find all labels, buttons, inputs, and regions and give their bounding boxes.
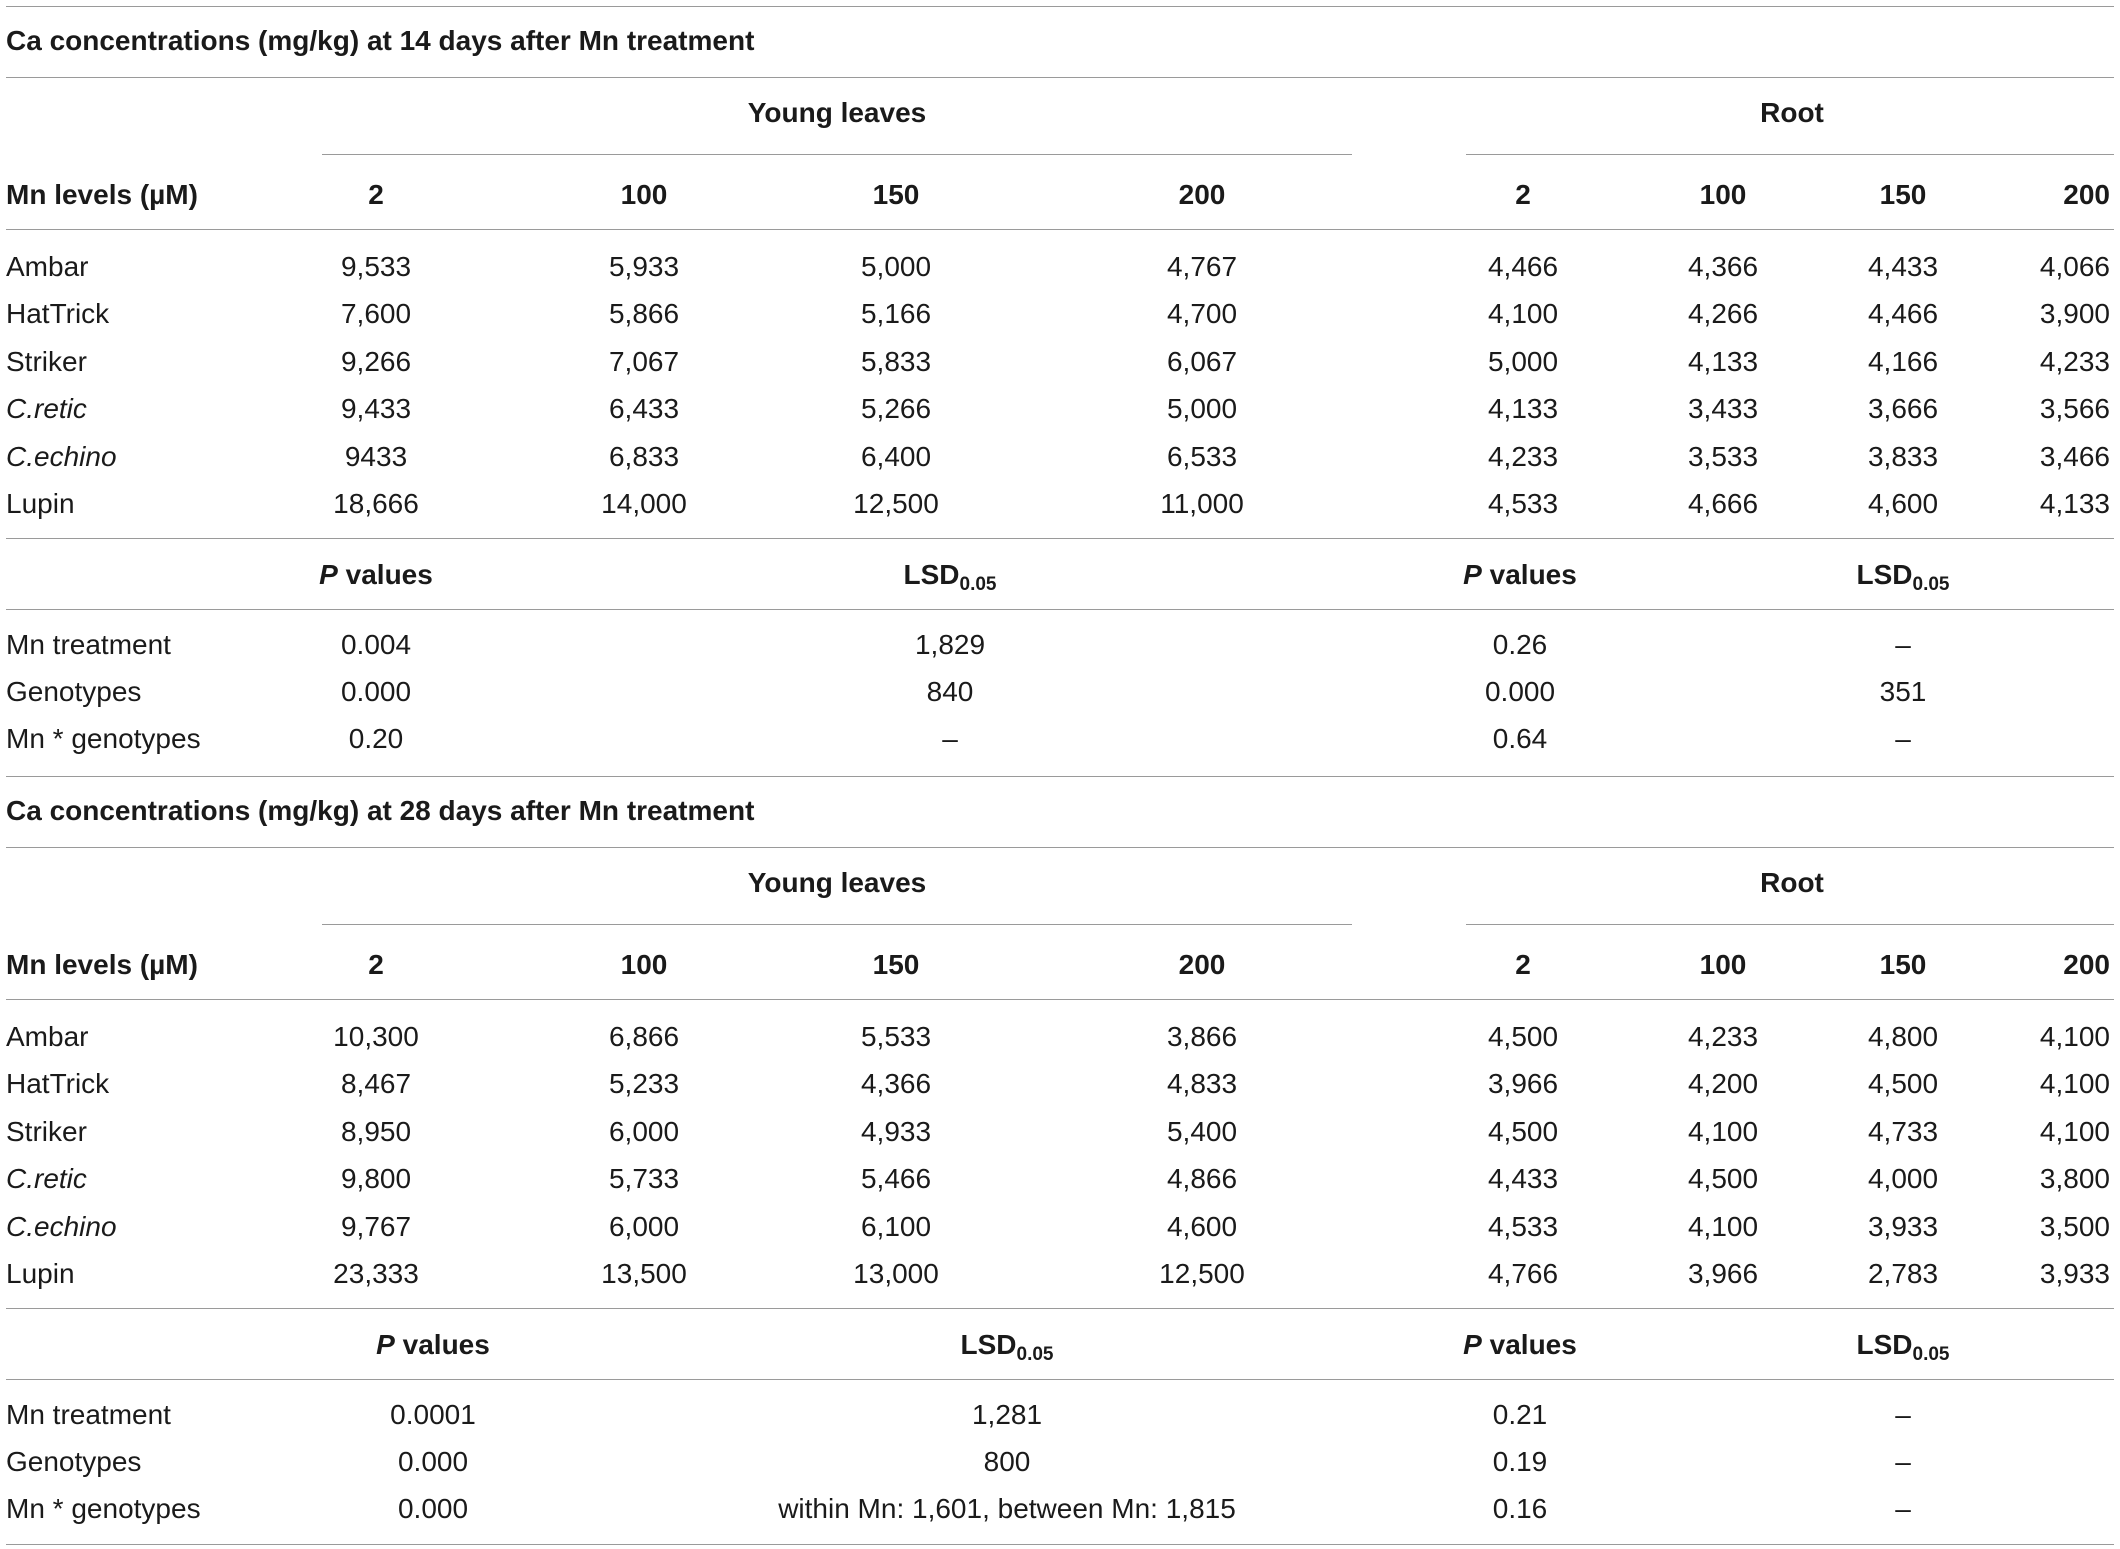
genotype-name: Ambar <box>6 251 89 282</box>
table-cell: 5,233 <box>608 1068 680 1099</box>
table-cell: 4,100 <box>2039 1068 2110 1099</box>
lsd-subscript: 0.05 <box>1912 574 1950 595</box>
table-cell: 4,866 <box>1166 1163 1238 1194</box>
table-cell: 9,533 <box>340 251 412 282</box>
level-header: 200 <box>2063 179 2110 210</box>
table-cell: 3,533 <box>1687 441 1759 472</box>
level-header: 200 <box>2063 949 2110 980</box>
table-cell: 4,500 <box>1487 1021 1559 1052</box>
table-cell: 8,950 <box>340 1116 412 1147</box>
stat-young-leaves-lsd: 840 <box>926 676 974 707</box>
level-header: 100 <box>1699 949 1747 980</box>
stat-root-p: 0.64 <box>1492 723 1548 754</box>
p-letter: P <box>319 559 338 590</box>
stat-young-leaves-p: 0.20 <box>348 723 404 754</box>
table-cell: 4,233 <box>2039 346 2110 377</box>
level-header: 200 <box>1178 949 1226 980</box>
p-values-text: values <box>1481 559 1577 590</box>
stat-young-leaves-lsd: within Mn: 1,601, between Mn: 1,815 <box>778 1493 1236 1524</box>
stat-name: Mn treatment <box>6 629 171 660</box>
genotype-name: Ambar <box>6 1021 89 1052</box>
p-values-header-root <box>1463 1328 1577 1362</box>
table-cell: 3,833 <box>1867 441 1939 472</box>
genotype-name: C.echino <box>6 1211 117 1242</box>
table-cell: 3,500 <box>2039 1211 2110 1242</box>
table-cell: 3,566 <box>2039 393 2110 424</box>
rule-title <box>6 847 2114 848</box>
table-cell: 4,166 <box>1867 346 1939 377</box>
table-cell: 5,933 <box>608 251 680 282</box>
table-cell: 3,466 <box>2039 441 2110 472</box>
table-cell: 4,433 <box>1487 1163 1559 1194</box>
table-cell: 4,066 <box>2039 251 2110 282</box>
table-cell: 13,500 <box>601 1258 687 1289</box>
table-cell: 3,933 <box>2039 1258 2110 1289</box>
lsd-subscript: 0.05 <box>959 574 997 595</box>
table-cell: 6,067 <box>1166 346 1238 377</box>
table-cell: 5,000 <box>1487 346 1559 377</box>
stat-root-p: 0.26 <box>1492 629 1548 660</box>
table-cell: 4,933 <box>860 1116 932 1147</box>
lsd-text: LSD <box>1856 559 1913 590</box>
stat-name: Mn * genotypes <box>6 1493 201 1524</box>
table-cell: 4,600 <box>1867 488 1939 519</box>
table-cell: 6,866 <box>608 1021 680 1052</box>
stat-young-leaves-lsd: 1,281 <box>971 1399 1043 1430</box>
stat-young-leaves-p: 0.0001 <box>390 1399 476 1430</box>
genotype-name: C.echino <box>6 441 117 472</box>
table-cell: 4,266 <box>1687 298 1759 329</box>
table-cell: 5,466 <box>860 1163 932 1194</box>
table-cell: 4,366 <box>860 1068 932 1099</box>
table-cell: 4,100 <box>1487 298 1559 329</box>
table-cell: 12,500 <box>1159 1258 1245 1289</box>
lsd-header-root <box>1857 1328 1950 1372</box>
genotype-name: Lupin <box>6 1258 75 1289</box>
table-cell: 3,900 <box>2039 298 2110 329</box>
table-cell: 6,000 <box>608 1116 680 1147</box>
lsd-header-root <box>1857 558 1950 602</box>
level-header: 150 <box>872 179 920 210</box>
table-cell: 23,333 <box>333 1258 419 1289</box>
group-header-young-leaves: Young leaves <box>747 97 927 128</box>
table-cell: 6,400 <box>860 441 932 472</box>
table-cell: 4,200 <box>1687 1068 1759 1099</box>
table-cell: 5,166 <box>860 298 932 329</box>
level-header: 150 <box>1879 949 1927 980</box>
table-cell: 9,266 <box>340 346 412 377</box>
genotype-name: Striker <box>6 346 87 377</box>
table-cell: 4,800 <box>1867 1021 1939 1052</box>
table-cell: 4,766 <box>1487 1258 1559 1289</box>
rule-top <box>6 6 2114 7</box>
stat-root-lsd: – <box>1895 1399 1911 1430</box>
rule-stat-head <box>6 1379 2114 1380</box>
rule-stat-head <box>6 609 2114 610</box>
table-cell: 4,466 <box>1867 298 1939 329</box>
p-values-text: values <box>394 1329 490 1360</box>
level-header: 150 <box>1879 179 1927 210</box>
genotype-name: Striker <box>6 1116 87 1147</box>
p-letter: P <box>1463 1329 1482 1360</box>
stat-young-leaves-lsd: 800 <box>983 1446 1031 1477</box>
lsd-header-yl <box>904 558 997 602</box>
level-header: 2 <box>368 179 384 210</box>
stat-root-p: 0.16 <box>1492 1493 1548 1524</box>
stat-name: Genotypes <box>6 1446 142 1477</box>
rule-bottom <box>6 1544 2114 1545</box>
mn-levels-label: Mn levels (µM) <box>6 949 198 980</box>
lsd-text: LSD <box>1856 1329 1913 1360</box>
table-cell: 4,133 <box>1487 393 1559 424</box>
table-cell: 4,600 <box>1166 1211 1238 1242</box>
rule-head-bottom <box>6 229 2114 230</box>
table-cell: 5,000 <box>860 251 932 282</box>
table-cell: 13,000 <box>853 1258 939 1289</box>
stat-young-leaves-p: 0.000 <box>340 676 412 707</box>
level-header: 150 <box>872 949 920 980</box>
rule-data-bottom <box>6 538 2114 539</box>
table-cell: 5,533 <box>860 1021 932 1052</box>
table-cell: 4,100 <box>1687 1211 1759 1242</box>
table-cell: 4,233 <box>1487 441 1559 472</box>
group-header-root: Root <box>1760 97 1824 128</box>
p-letter: P <box>1463 559 1482 590</box>
group-header-root: Root <box>1760 867 1824 898</box>
table-cell: 4,666 <box>1687 488 1759 519</box>
table-cell: 3,666 <box>1867 393 1939 424</box>
p-values-header-yl <box>376 1328 490 1362</box>
lsd-subscript: 0.05 <box>1016 1344 1054 1365</box>
p-values-header-root <box>1463 558 1577 592</box>
table-cell: 7,067 <box>608 346 680 377</box>
table-cell: 4,000 <box>1867 1163 1939 1194</box>
level-header: 2 <box>1515 949 1531 980</box>
rule-young-leaves <box>322 154 1352 155</box>
table-cell: 4,533 <box>1487 1211 1559 1242</box>
table-cell: 5,266 <box>860 393 932 424</box>
section-title: Ca concentrations (mg/kg) at 14 days after Mn treatment <box>6 25 755 56</box>
rule-title <box>6 77 2114 78</box>
table-cell: 3,966 <box>1487 1068 1559 1099</box>
table-cell: 6,000 <box>608 1211 680 1242</box>
table-cell: 5,833 <box>860 346 932 377</box>
table-cell: 4,466 <box>1487 251 1559 282</box>
table-cell: 6,433 <box>608 393 680 424</box>
stat-young-leaves-lsd: 1,829 <box>914 629 986 660</box>
table-cell: 5,000 <box>1166 393 1238 424</box>
level-header: 100 <box>620 179 668 210</box>
table-cell: 9433 <box>344 441 408 472</box>
level-header: 2 <box>368 949 384 980</box>
genotype-name: HatTrick <box>6 298 110 329</box>
p-values-text: values <box>1481 1329 1577 1360</box>
stat-root-lsd: – <box>1895 1446 1911 1477</box>
stat-young-leaves-p: 0.000 <box>397 1493 469 1524</box>
lsd-subscript: 0.05 <box>1912 1344 1950 1365</box>
table-cell: 9,800 <box>340 1163 412 1194</box>
level-header: 2 <box>1515 179 1531 210</box>
table-cell: 3,966 <box>1687 1258 1759 1289</box>
rule-top <box>6 776 2114 777</box>
genotype-name: C.retic <box>6 1163 87 1194</box>
table-cell: 4,133 <box>1687 346 1759 377</box>
p-letter: P <box>376 1329 395 1360</box>
lsd-header-yl <box>961 1328 1054 1372</box>
stat-young-leaves-lsd: – <box>942 723 958 754</box>
table-cell: 18,666 <box>333 488 419 519</box>
level-header: 100 <box>620 949 668 980</box>
p-values-text: values <box>337 559 433 590</box>
table-cell: 11,000 <box>1160 488 1244 519</box>
table-cell: 4,433 <box>1867 251 1939 282</box>
table-cell: 3,866 <box>1166 1021 1238 1052</box>
table-cell: 3,433 <box>1687 393 1759 424</box>
table-cell: 10,300 <box>333 1021 419 1052</box>
rule-root <box>1466 924 2114 925</box>
stat-root-lsd: – <box>1895 1493 1911 1524</box>
table-cell: 4,233 <box>1687 1021 1759 1052</box>
table-cell: 4,133 <box>2039 488 2110 519</box>
stat-root-p: 0.19 <box>1492 1446 1548 1477</box>
genotype-name: HatTrick <box>6 1068 110 1099</box>
table-cell: 5,733 <box>608 1163 680 1194</box>
table-cell: 4,100 <box>1687 1116 1759 1147</box>
section-title: Ca concentrations (mg/kg) at 28 days after Mn treatment <box>6 795 755 826</box>
group-header-young-leaves: Young leaves <box>747 867 927 898</box>
stat-root-lsd: – <box>1895 629 1911 660</box>
stat-name: Mn * genotypes <box>6 723 201 754</box>
mn-levels-label: Mn levels (µM) <box>6 179 198 210</box>
table-cell: 4,500 <box>1867 1068 1939 1099</box>
table-cell: 4,100 <box>2039 1021 2110 1052</box>
level-header: 100 <box>1699 179 1747 210</box>
stat-young-leaves-p: 0.000 <box>397 1446 469 1477</box>
stat-root-p: 0.21 <box>1492 1399 1548 1430</box>
table-cell: 12,500 <box>853 488 939 519</box>
stat-name: Genotypes <box>6 676 142 707</box>
p-values-header-yl <box>319 558 433 592</box>
table-cell: 4,733 <box>1867 1116 1939 1147</box>
genotype-name: Lupin <box>6 488 75 519</box>
table-cell: 4,533 <box>1487 488 1559 519</box>
table-cell: 2,783 <box>1867 1258 1939 1289</box>
lsd-text: LSD <box>903 559 960 590</box>
table-cell: 3,933 <box>1867 1211 1939 1242</box>
table-cell: 6,833 <box>608 441 680 472</box>
table-cell: 14,000 <box>601 488 687 519</box>
table-cell: 7,600 <box>340 298 412 329</box>
table-cell: 3,800 <box>2039 1163 2110 1194</box>
table-cell: 4,366 <box>1687 251 1759 282</box>
table-cell: 6,100 <box>860 1211 932 1242</box>
table-cell: 4,700 <box>1166 298 1238 329</box>
table-cell: 5,866 <box>608 298 680 329</box>
stat-young-leaves-p: 0.004 <box>340 629 412 660</box>
table-cell: 4,500 <box>1487 1116 1559 1147</box>
lsd-text: LSD <box>960 1329 1017 1360</box>
table-cell: 4,767 <box>1166 251 1238 282</box>
stat-name: Mn treatment <box>6 1399 171 1430</box>
table-cell: 4,833 <box>1166 1068 1238 1099</box>
table-cell: 4,500 <box>1687 1163 1759 1194</box>
table-cell: 9,433 <box>340 393 412 424</box>
table-cell: 5,400 <box>1166 1116 1238 1147</box>
genotype-name: C.retic <box>6 393 87 424</box>
stat-root-lsd: – <box>1895 723 1911 754</box>
rule-head-bottom <box>6 999 2114 1000</box>
rule-data-bottom <box>6 1308 2114 1309</box>
stat-root-p: 0.000 <box>1484 676 1556 707</box>
rule-young-leaves <box>322 924 1352 925</box>
rule-root <box>1466 154 2114 155</box>
table-cell: 9,767 <box>340 1211 412 1242</box>
table-cell: 6,533 <box>1166 441 1238 472</box>
table-cell: 8,467 <box>340 1068 412 1099</box>
table-cell: 4,100 <box>2039 1116 2110 1147</box>
stat-root-lsd: 351 <box>1879 676 1927 707</box>
level-header: 200 <box>1178 179 1226 210</box>
